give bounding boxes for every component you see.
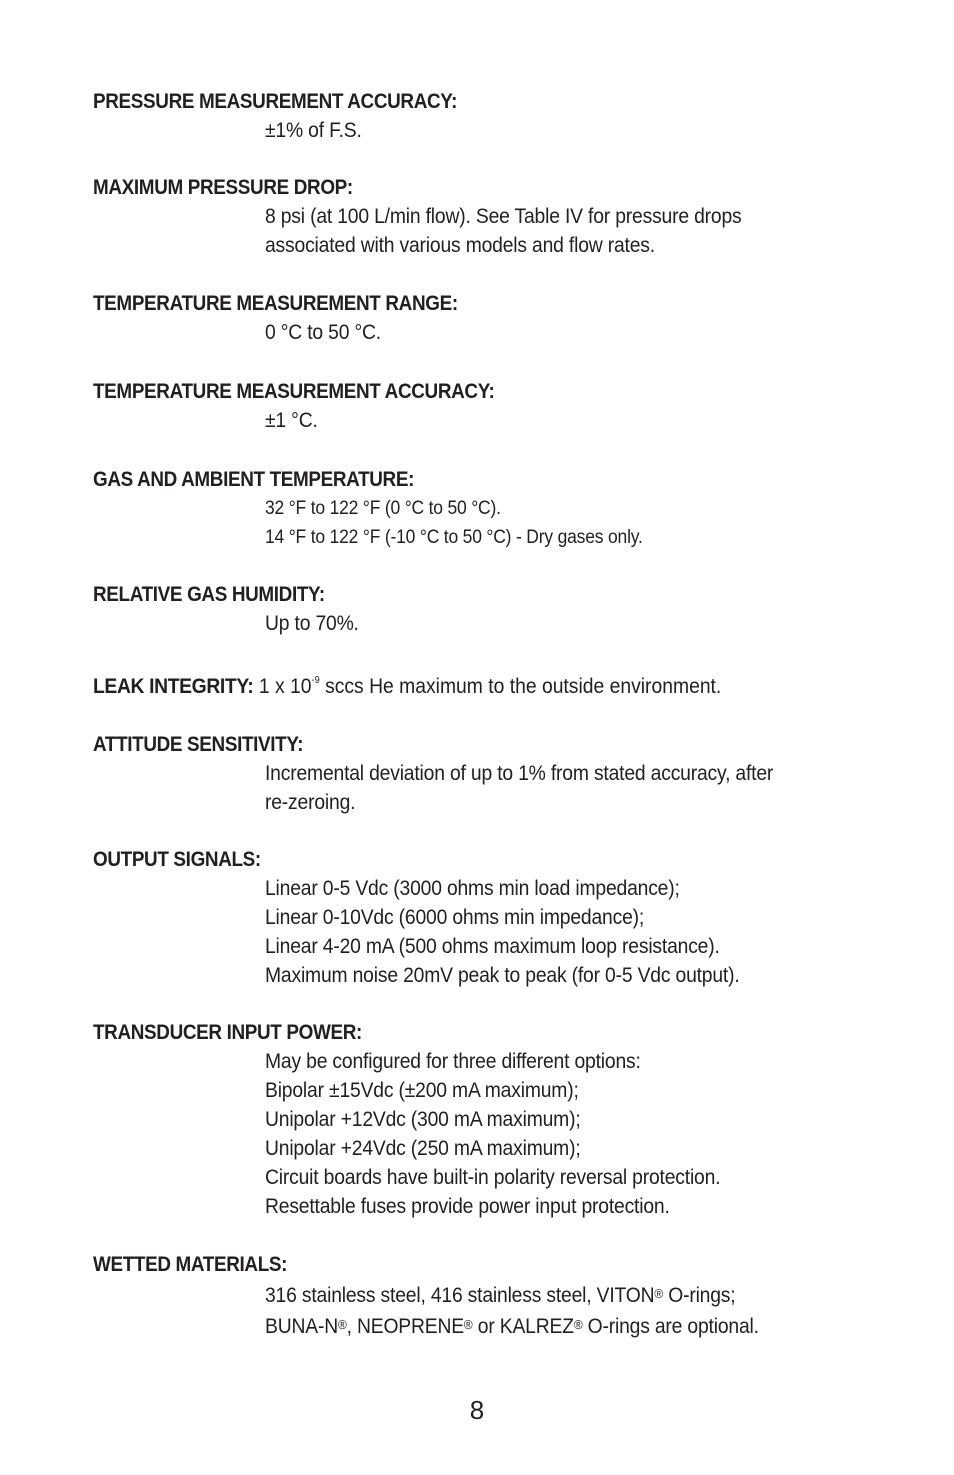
spec-heading: OUTPUT SIGNALS: (93, 848, 261, 871)
spec-temperature-accuracy (93, 377, 873, 435)
spec-max-pressure-drop (93, 173, 873, 260)
registered-mark: ® (573, 1317, 583, 1332)
spec-line: Maximum noise 20mV peak to peak (for 0-5 Vdc output). (265, 964, 740, 987)
spec-line: re-zeroing. (265, 791, 356, 814)
spec-line: 8 psi (at 100 L/min flow). See Table IV for pressure drops (265, 205, 742, 228)
spec-heading: WETTED MATERIALS: (93, 1253, 288, 1276)
spec-line: Circuit boards have built-in polarity reversal protection. (265, 1166, 721, 1189)
spec-line: Unipolar +24Vdc (250 mA maximum); (265, 1137, 581, 1160)
spec-line: Linear 0-5 Vdc (3000 ohms min load impedance); (265, 877, 680, 900)
wetted-text: 316 stainless steel, 416 stainless steel, VITON (265, 1284, 655, 1307)
page-number: 8 (469, 1395, 485, 1425)
spec-body (265, 406, 873, 435)
spec-line: Bipolar ±15Vdc (±200 mA maximum); (265, 1079, 579, 1102)
spec-attitude-sensitivity (93, 730, 873, 817)
wetted-text: BUNA-N (265, 1315, 338, 1338)
spec-line: ±1% of F.S. (265, 119, 362, 142)
spec-gas-ambient-temperature (93, 465, 873, 552)
leak-value-exponent: -9 (311, 675, 320, 686)
spec-line: May be configured for three different options: (265, 1050, 641, 1073)
registered-mark: ® (463, 1317, 473, 1332)
leak-value-prefix: 1 x 10 (258, 675, 312, 698)
wetted-text: , NEOPRENE (346, 1315, 464, 1338)
spec-body (265, 202, 873, 260)
spec-line: associated with various models and flow rates. (265, 234, 655, 257)
spec-line (265, 1310, 824, 1341)
spec-body (265, 609, 873, 638)
spec-leak-integrity (93, 672, 873, 701)
spec-body (265, 1279, 873, 1341)
spec-line: ±1 °C. (265, 409, 318, 432)
spec-heading: GAS AND AMBIENT TEMPERATURE: (93, 468, 415, 491)
spec-line (265, 1279, 824, 1310)
wetted-text: O-rings are optional. (582, 1315, 759, 1338)
spec-line: 32 °F to 122 °F (0 °C to 50 °C). (265, 498, 501, 519)
spec-body (265, 116, 873, 145)
spec-line: Linear 4-20 mA (500 ohms maximum loop resistance). (265, 935, 720, 958)
spec-body (265, 759, 873, 817)
spec-transducer-input-power (93, 1018, 873, 1221)
spec-temperature-range (93, 289, 873, 347)
spec-line: Linear 0-10Vdc (6000 ohms min impedance); (265, 906, 645, 929)
spec-body (265, 874, 873, 990)
spec-body (265, 1047, 873, 1221)
spec-wetted-materials (93, 1250, 873, 1341)
spec-heading: LEAK INTEGRITY: (93, 675, 254, 698)
registered-mark: ® (654, 1286, 664, 1301)
spec-line: Incremental deviation of up to 1% from stated accuracy, after (265, 762, 774, 785)
wetted-text: or KALREZ (472, 1315, 574, 1338)
spec-pressure-accuracy (93, 87, 873, 145)
spec-heading: PRESSURE MEASUREMENT ACCURACY: (93, 90, 458, 113)
spec-output-signals (93, 845, 873, 990)
spec-heading: TEMPERATURE MEASUREMENT ACCURACY: (93, 380, 495, 403)
spec-line: 0 °C to 50 °C. (265, 321, 381, 344)
spec-body (265, 494, 873, 552)
spec-heading: TEMPERATURE MEASUREMENT RANGE: (93, 292, 458, 315)
spec-line: Unipolar +12Vdc (300 mA maximum); (265, 1108, 581, 1131)
spec-relative-humidity (93, 580, 873, 638)
spec-heading: TRANSDUCER INPUT POWER: (93, 1021, 362, 1044)
wetted-text: O-rings; (663, 1284, 736, 1307)
spec-body (265, 318, 873, 347)
spec-heading: RELATIVE GAS HUMIDITY: (93, 583, 325, 606)
spec-line: 14 °F to 122 °F (-10 °C to 50 °C) - Dry gases only. (265, 527, 643, 548)
spec-line: Resettable fuses provide power input protection. (265, 1195, 670, 1218)
spec-heading: ATTITUDE SENSITIVITY: (93, 733, 304, 756)
spec-line: Up to 70%. (265, 612, 359, 635)
spec-inline-row (93, 672, 811, 701)
leak-value-suffix: sccs He maximum to the outside environment. (319, 675, 722, 698)
spec-heading: MAXIMUM PRESSURE DROP: (93, 176, 353, 199)
registered-mark: ® (337, 1317, 347, 1332)
